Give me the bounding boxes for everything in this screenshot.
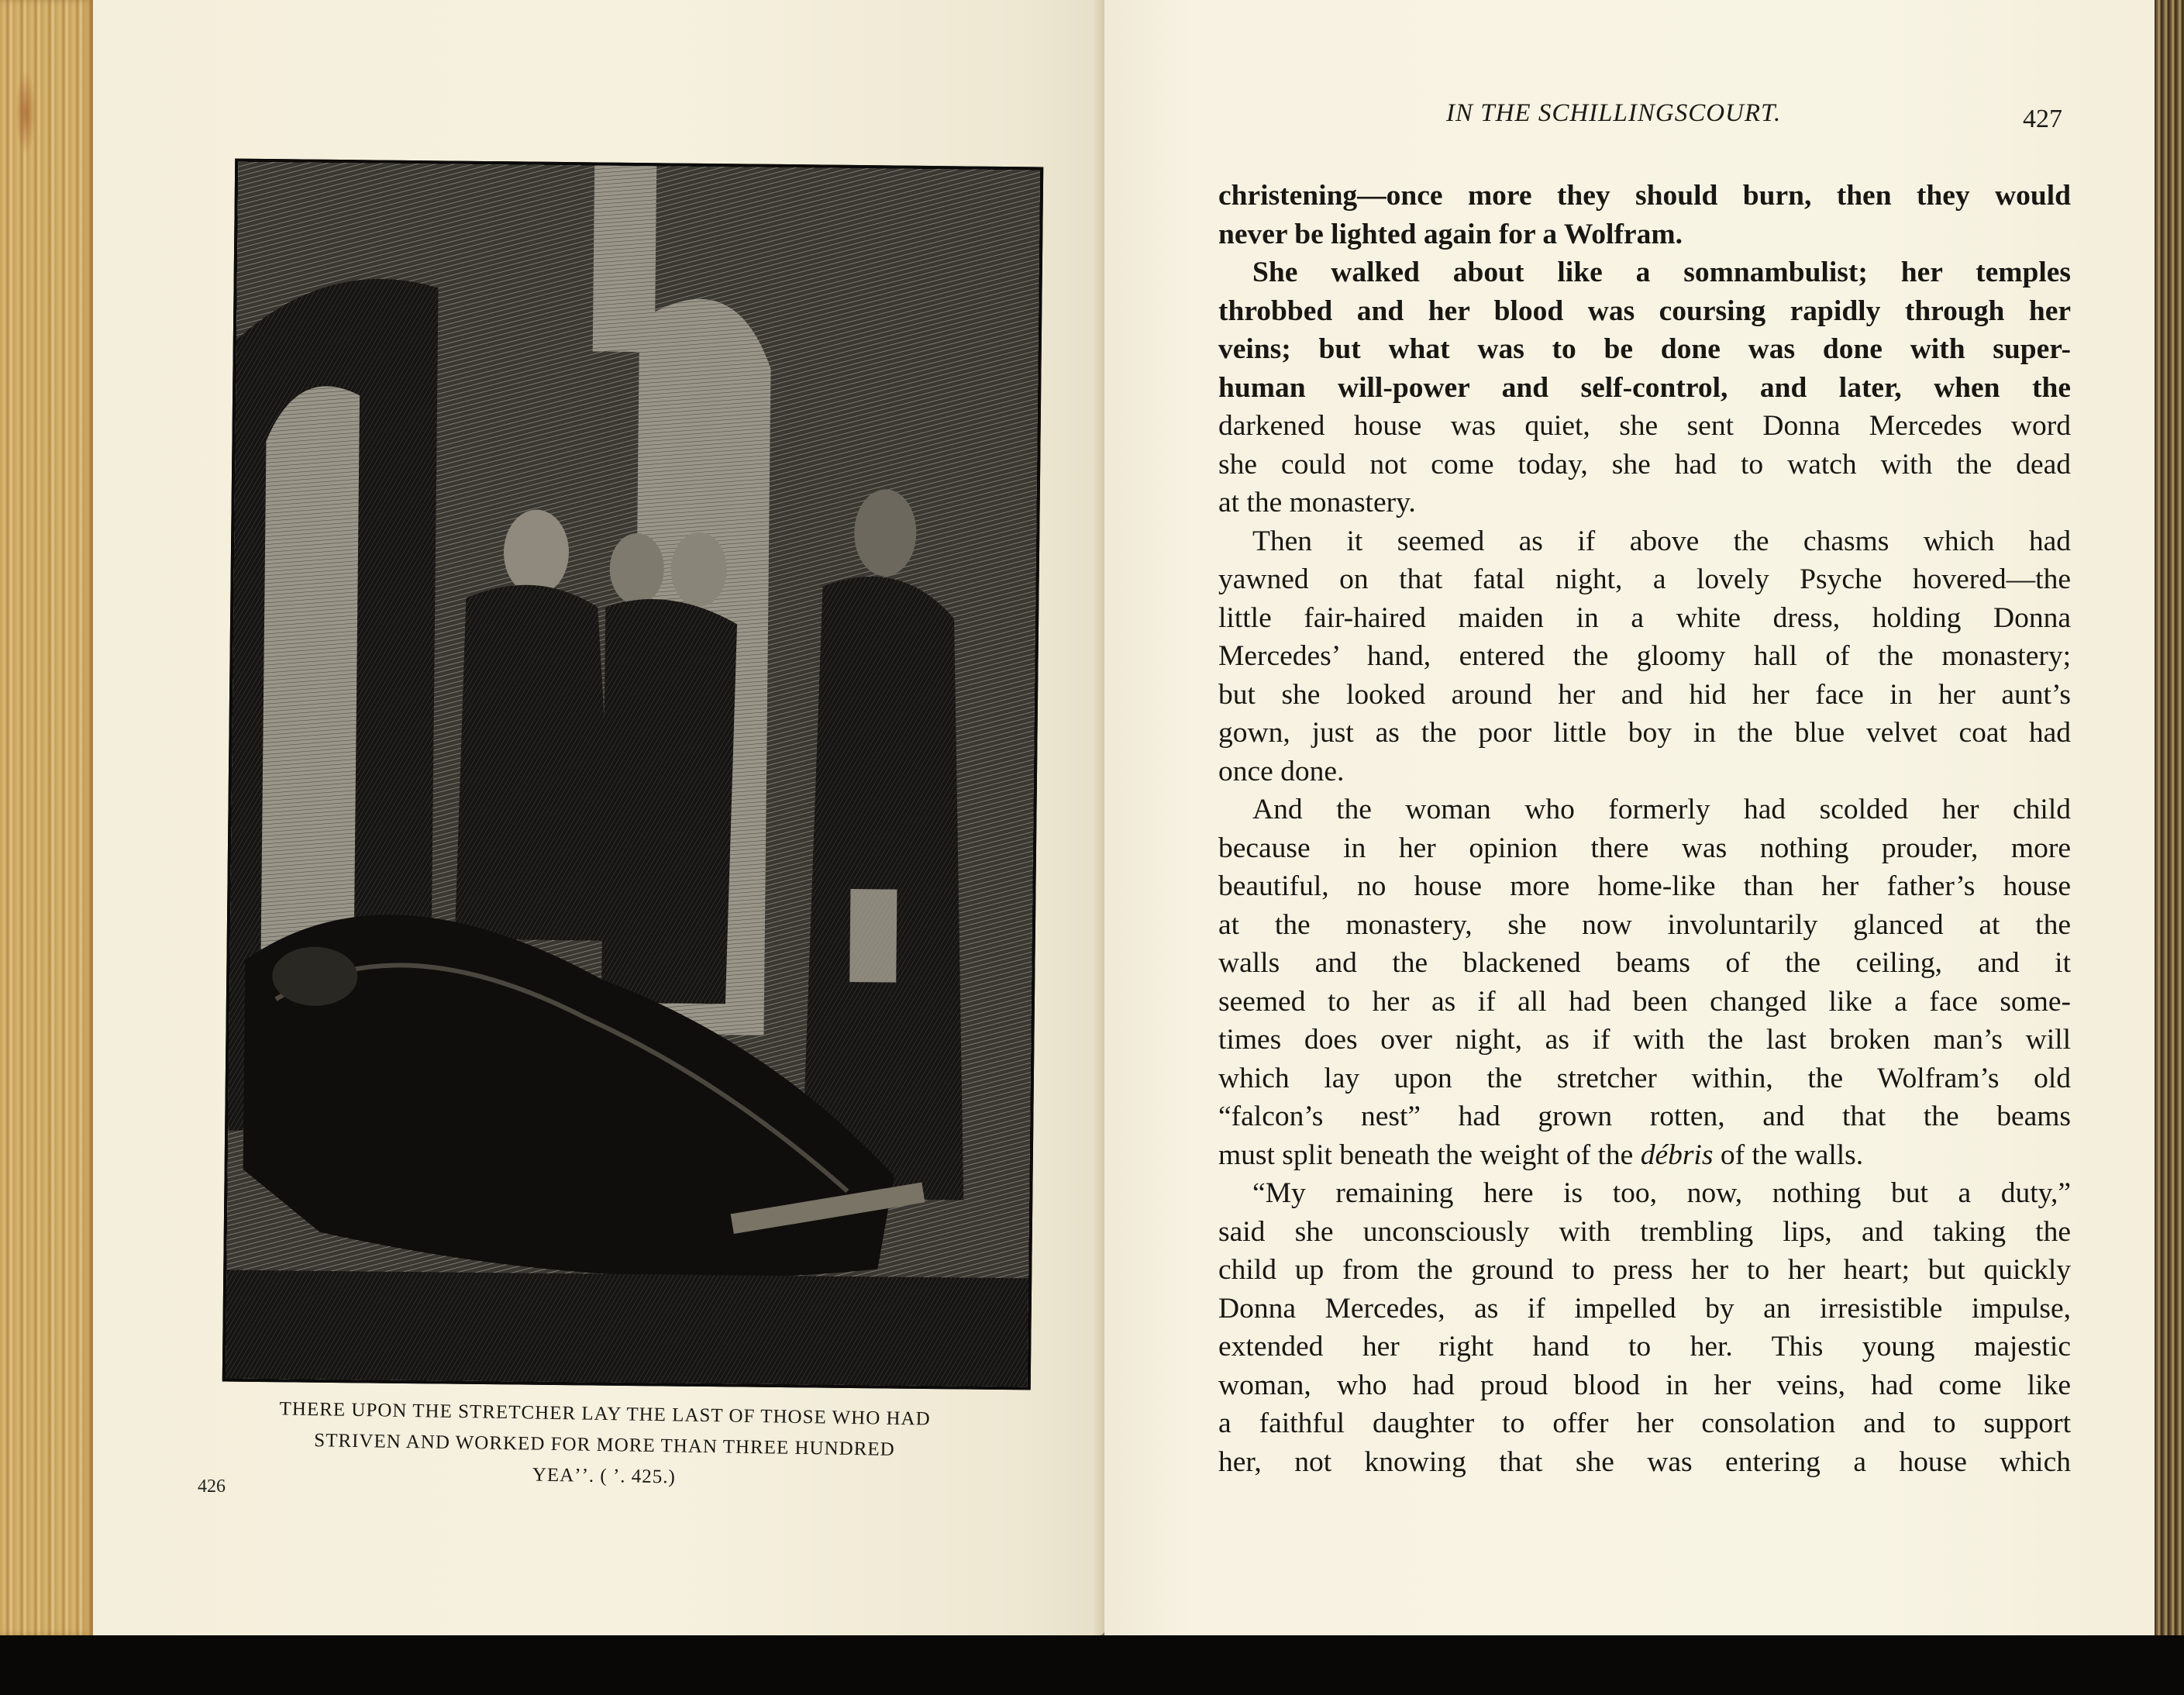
text-line: times does over night, as if with the last broken man’s will — [1218, 1024, 2071, 1056]
caption-line: STRIVEN AND WORKED FOR MORE THAN THREE HUNDRED — [314, 1430, 895, 1460]
text-line: yawned on that fatal night, a lovely Psyche hovered—the — [1218, 563, 2071, 595]
text-line: but she looked around her and hid her face in her aunt’s — [1218, 678, 2071, 711]
page-edges-left — [0, 0, 93, 1635]
italic-word: débris — [1640, 1139, 1714, 1171]
text-line: said she unconsciously with trembling lips, and taking the — [1218, 1215, 2071, 1248]
text-line: her, not knowing that she was entering a house which — [1218, 1445, 2071, 1478]
text-line: darkened house was quiet, she sent Donna Mercedes word — [1218, 410, 2071, 442]
text-line: veins; but what was to be done was done with super- — [1218, 333, 2071, 365]
text-line: human will-power and self-control, and later, when the — [1218, 371, 2071, 404]
text-line: Donna Mercedes, as if impelled by an irresistible impulse, — [1218, 1292, 2071, 1325]
text-line: Mercedes’ hand, entered the gloomy hall of the monastery; — [1218, 640, 2071, 672]
text-line: which lay upon the stretcher within, the Wolfram’s old — [1218, 1062, 2071, 1094]
text-line: “My remaining here is too, now, nothing but a duty,” — [1252, 1177, 2071, 1209]
text-line: little fair-haired maiden in a white dress, holding Donna — [1218, 601, 2071, 634]
text-segment: must split beneath the weight of the — [1218, 1139, 1641, 1171]
text-line: extended her right hand to her. This young majestic — [1218, 1331, 2071, 1363]
caption-line: THERE UPON THE STRETCHER LAY THE LAST OF THOSE WHO HAD — [279, 1398, 931, 1430]
illustration-caption — [193, 1393, 1016, 1499]
text-line: She walked about like a somnambulist; her temples — [1252, 257, 2071, 288]
text-line: “falcon’s nest” had grown rotten, and that the beams — [1218, 1101, 2071, 1132]
text-line: And the woman who formerly had scolded her child — [1252, 794, 2071, 825]
caption-line: YEAʼʼ. ( ʼ. 425.) — [532, 1464, 677, 1488]
text-line: walls and the blackened beams of the ceiling, and it — [1218, 947, 2071, 979]
text-line: throbbed and her blood was coursing rapidly through her — [1218, 295, 2071, 327]
text-line: woman, who had proud blood in her veins, had come like — [1218, 1369, 2071, 1401]
text-line: because in her opinion there was nothing prouder, more — [1218, 832, 2071, 864]
text-line: child up from the ground to press her to her heart; but quickly — [1218, 1254, 2071, 1286]
body-text — [1218, 177, 2071, 1481]
text-line: at the monastery, she now involuntarily glanced at the — [1218, 908, 2071, 941]
running-head: IN THE SCHILLINGSCOURT. — [1446, 99, 1782, 127]
text-line: she could not come today, she had to watch with the dead — [1218, 448, 2071, 481]
text-line: christening—once more they should burn, then they would — [1218, 180, 2071, 212]
text-line: Then it seemed as if above the chasms which had — [1252, 525, 2071, 557]
text-line: a faithful daughter to offer her consolation and to support — [1218, 1407, 2071, 1439]
text-line: never be lighted again for a Wolfram. — [1218, 218, 1683, 250]
text-line: at the monastery. — [1218, 487, 1416, 518]
page-edges-right — [2155, 0, 2184, 1635]
text-line — [1218, 1136, 2071, 1175]
text-line: beautiful, no house more home-like than her father’s house — [1218, 870, 2071, 902]
text-line: once done. — [1218, 755, 1345, 787]
text-line: gown, just as the poor little boy in the blue velvet coat had — [1218, 717, 2071, 749]
text-segment: of the walls. — [1713, 1139, 1864, 1171]
page-number-right: 427 — [2023, 105, 2062, 133]
engraving-illustration-icon — [226, 162, 1040, 1387]
text-line: seemed to her as if all had been changed like a face some- — [1218, 985, 2071, 1018]
left-page — [0, 0, 1104, 1635]
page-number-left: 426 — [198, 1476, 226, 1497]
engraving-illustration — [222, 159, 1043, 1390]
